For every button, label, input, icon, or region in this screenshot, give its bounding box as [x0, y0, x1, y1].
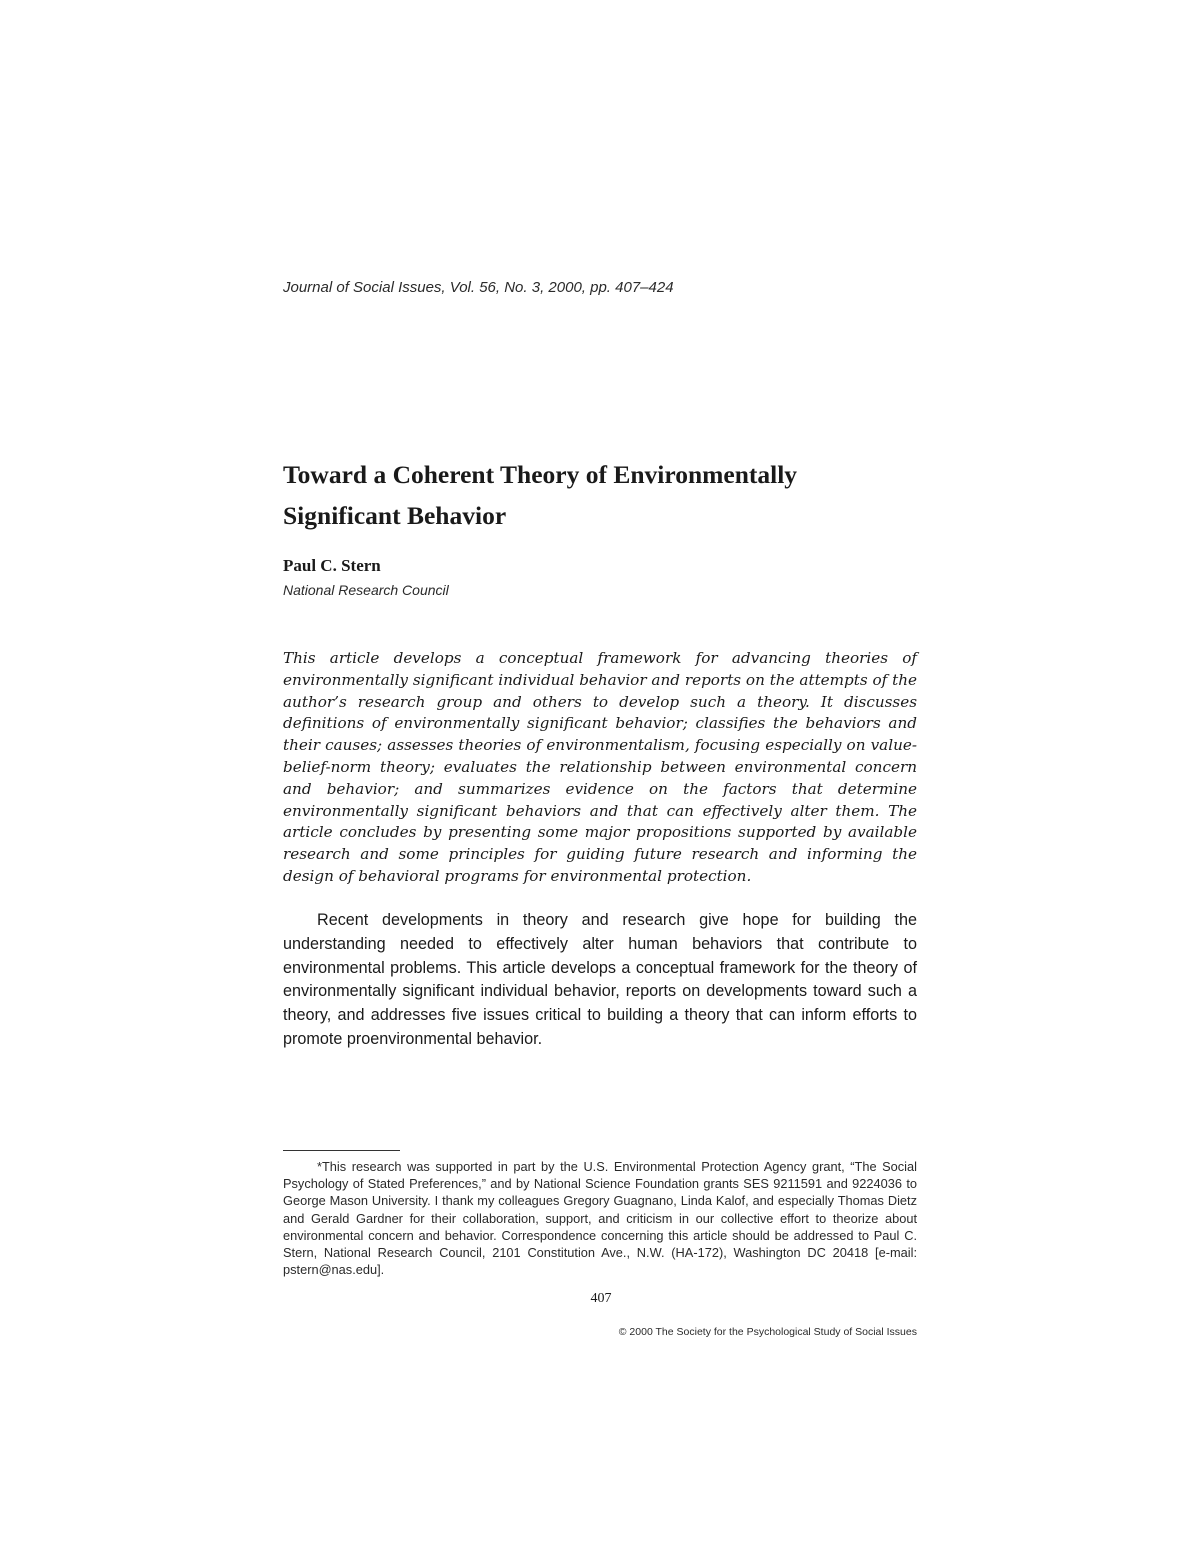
body-paragraph: Recent developments in theory and research give hope for building the understanding needed to effectively alter human behaviors that contribute to environmental problems. This article develops a conceptual framework for the theory of environmentally significant individual behavior, reports on developments toward such a theory, and addresses five issues critical to building a theory that can inform efforts to promote proenvironmental behavior. [283, 911, 917, 1048]
page-number [0, 1291, 1200, 1307]
journal-citation: Journal of Social Issues, Vol. 56, No. 3, 2000, pp. 407–424 [283, 279, 674, 296]
page-number-text: 407 [590, 1291, 612, 1306]
article-title-line-1: Toward a Coherent Theory of Environmentally [283, 460, 798, 489]
author-affiliation: National Research Council [283, 582, 449, 598]
footnote-divider [283, 1150, 400, 1151]
article-title-line-2: Significant Behavior [283, 501, 507, 530]
abstract: This article develops a conceptual framework for advancing theories of environmentally significant individual behavior and reports on the attempts of the author’s research group and others to develop such a theory. It discusses definitions of environmentally significant behavior; classifies the behaviors and their causes; assesses theories of environmentalism, focusing especially on value-belief-norm theory; evaluates the relationship between environmental concern and behavior; and summarizes evidence on the factors that determine environmentally significant behaviors and that can effectively alter them. The article concludes by presenting some major propositions supported by available research and some principles for guiding future research and informing the design of behavioral programs for environmental protection. [283, 649, 917, 885]
footnote: *This research was supported in part by the U.S. Environmental Protection Agency grant, “The Social Psychology of Stated Preferences,” and by National Science Foundation grants SES 9211591 and 9224036 to George Mason University. I thank my colleagues Gregory Guagnano, Linda Kalof, and especially Thomas Dietz and Gerald Gardner for their collaboration, support, and criticism in our collective effort to theorize about environmental concern and behavior. Correspondence concerning this article should be addressed to Paul C. Stern, National Research Council, 2101 Constitution Ave., N.W. (HA-172), Washington DC 20418 [e-mail: pstern@nas.edu]. [283, 1159, 917, 1278]
copyright-notice: © 2000 The Society for the Psychological Study of Social Issues [618, 1326, 917, 1338]
author-name: Paul C. Stern [283, 556, 381, 575]
article-title [283, 454, 923, 536]
